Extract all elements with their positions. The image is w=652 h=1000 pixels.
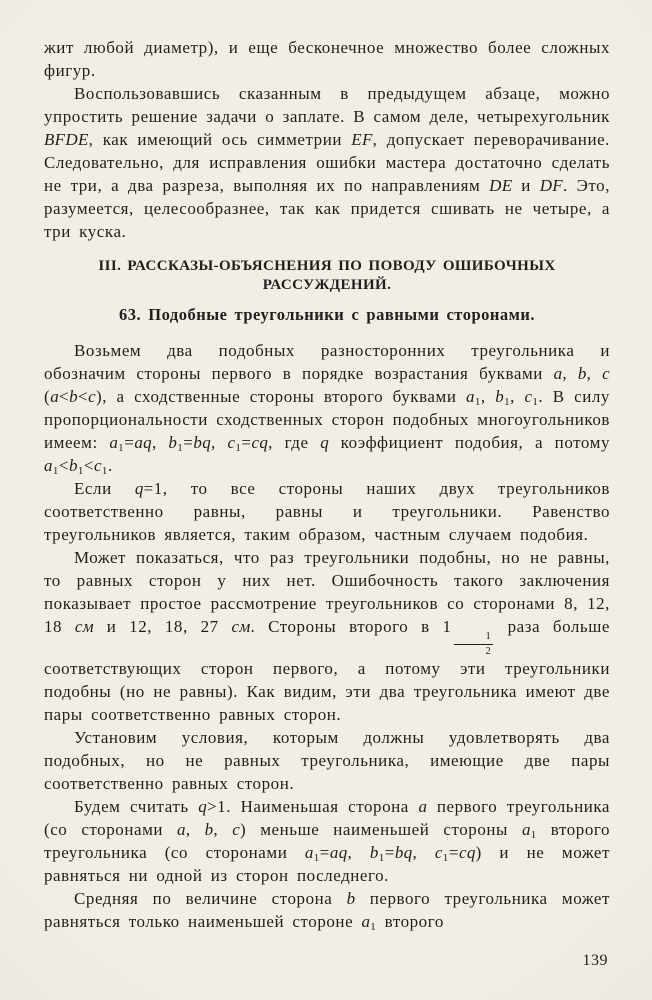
section-heading: III. РАССКАЗЫ-ОБЪЯСНЕНИЯ ПО ПОВОДУ ОШИБОЧНЫХ РАССУЖДЕНИЙ. [98, 258, 556, 293]
article-heading: 63. Подобные треугольники с равными сторонами. [119, 305, 535, 324]
paragraph: Может показаться, что раз треугольники подобны, но не равны, то равных сторон у них нет. Ошибочность такого заключения показывает простое рассмотрение треугольников со сторонами 8, 12, 18 см и 12, 18, 27 см. Стороны второго в 1 $\frac{1}{2}$ раза больше соответствующих сторон первого, а потому эти треугольники подобны (но не равны). Как видим, эти два треугольника имеют две пары соответственно равных сторон. [44, 548, 610, 725]
paragraph: Возьмем два подобных разносторонних треугольника и обозначим стороны первого в порядке возрастания буквами a, b, c (a<b<c), а сходственные стороны второго буквами $a_1$, $b_1$, $c_1$. В силу пропорциональности сходственных сторон подобных многоугольников имеем: $a_1=aq$, $b_1=bq$, $c_1=cq$, где q коэффициент подобия, а потому $a_1<b_1<c_1$. [44, 341, 610, 477]
paragraph: Установим условия, которым должны удовлетворять два подобных, но не равных треугольника, имеющие две пары соответственно равных сторон. [44, 728, 610, 794]
paragraph: Если q=1, то все стороны наших двух треугольников соответственно равны, равны и треугольники. Равенство треугольников является, таким образом, частным случаем подобия. [44, 479, 610, 544]
page-number: 139 [582, 952, 608, 969]
paragraph: Средняя по величине сторона b первого треугольника может равняться только наименьшей стороне $a_1$ второго [44, 889, 610, 934]
page-content [44, 36, 610, 933]
paragraph: Будем считать q>1. Наименьшая сторона a первого треугольника (со сторонами a, b, c) меньше наименьшей стороны $a_1$ второго треугольника (со сторонами $a_1=aq$, $b_1=bq$, $c_1=cq$) и не может равняться ни одной из сторон последнего. [44, 797, 611, 886]
paragraph: Воспользовавшись сказанным в предыдущем абзаце, можно упростить решение задачи о заплате. В самом деле, четырехугольник BFDE, как имеющий ось симметрии EF, допускает переворачивание. Следовательно, для исправления ошибки мастера достаточно сделать не три, а два разреза, выполняя их по направлениям DE и DF. Это, разумеется, целесообразнее, так как придется сшивать не четыре, а три куска. [44, 84, 611, 241]
paragraph-continuation: жит любой диаметр), и еще бесконечное множество более сложных фигур. [44, 38, 610, 80]
